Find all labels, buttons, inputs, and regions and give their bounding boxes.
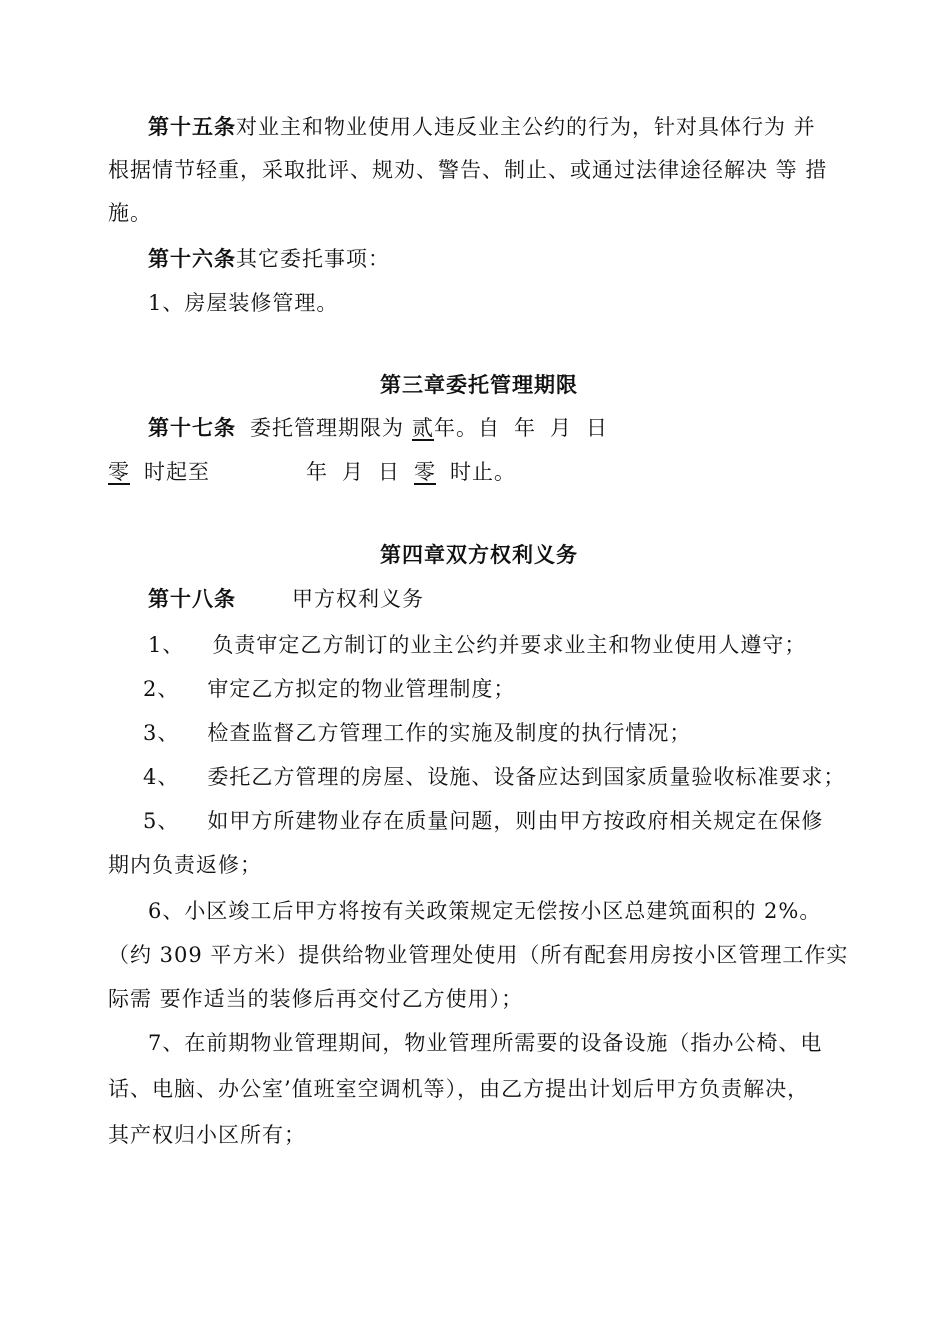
article-17-line-2	[108, 458, 516, 486]
item-number: 4、	[143, 765, 180, 789]
article-17-day-word-2: 日	[378, 460, 400, 484]
article-18-subtitle: 甲方权利义务	[292, 587, 424, 611]
article-15-title: 第十五条	[148, 114, 236, 139]
article-16-title: 第十六条	[148, 246, 236, 271]
item-number: 3、	[143, 721, 180, 745]
article-17-years-value: 贰	[412, 416, 434, 440]
article-18-item-5	[143, 807, 823, 835]
article-18-item-6-line-3: 际需 要作适当的装修后再交付乙方使用）；	[108, 987, 524, 1011]
item-text: 负责审定乙方制订的业主公约并要求业主和物业使用人遵守；	[212, 633, 807, 657]
article-18-line	[148, 585, 424, 613]
article-15-text-1: 对业主和物业使用人违反业主公约的行为，针对具体行为 并	[236, 115, 816, 139]
article-17-month-word: 月	[550, 416, 572, 440]
item-text: 如甲方所建物业存在质量问题，则由甲方按政府相关规定在保修	[207, 809, 824, 833]
chapter-4-heading: 第四章双方权利义务	[380, 542, 578, 567]
article-17-text-a: 委托管理期限为	[250, 416, 404, 440]
article-17-text-b: 年。自	[434, 416, 500, 440]
item-number: 5、	[143, 809, 180, 833]
article-15-line-3: 施。	[108, 201, 152, 225]
article-15-line-1	[148, 113, 816, 141]
article-17-day-word: 日	[586, 416, 608, 440]
article-18-item-1	[148, 631, 806, 659]
chapter-3-heading: 第三章委托管理期限	[380, 372, 578, 397]
article-18-item-7-line-2: 话、电脑、办公室’值班室空调机等），由乙方提出计划后甲方负责解决，	[108, 1077, 810, 1101]
article-17-year-word-2: 年	[306, 460, 328, 484]
article-17-year-word: 年	[514, 416, 536, 440]
article-17-title: 第十七条	[148, 415, 236, 440]
article-15-line-2: 根据情节轻重，采取批评、规劝、警告、制止、或通过法律途径解决 等 措	[108, 158, 828, 182]
article-18-item-6-line-2: （约 309 平方米）提供给物业管理处使用（所有配套用房按小区管理工作实	[108, 943, 849, 967]
article-17-zero-1: 零	[108, 460, 130, 484]
item-text: 委托乙方管理的房屋、设施、设备应达到国家质量验收标准要求；	[207, 765, 846, 789]
article-18-item-2	[143, 675, 515, 703]
item-text: 检查监督乙方管理工作的实施及制度的执行情况；	[207, 721, 692, 745]
article-16-text: 其它委托事项：	[236, 247, 390, 271]
article-17-month-word-2: 月	[342, 460, 364, 484]
article-17-zero-2: 零	[414, 460, 436, 484]
article-18-item-3	[143, 719, 691, 747]
item-number: 2、	[143, 677, 180, 701]
item-text: 审定乙方拟定的物业管理制度；	[207, 677, 516, 701]
article-17-line-1	[148, 414, 608, 442]
article-17-text-d: 时止。	[450, 460, 516, 484]
item-number: 1、	[148, 633, 185, 657]
article-18-item-5-cont: 期内负责返修；	[108, 853, 262, 877]
article-18-item-7-line-1: 7、在前期物业管理期间，物业管理所需要的设备设施（指办公椅、电	[148, 1031, 823, 1055]
article-17-text-c: 时起至	[144, 460, 210, 484]
article-18-item-6-line-1: 6、小区竣工后甲方将按有关政策规定无偿按小区总建筑面积的 2%。	[148, 899, 822, 923]
article-18-item-4	[143, 763, 845, 791]
article-18-title: 第十八条	[148, 586, 236, 611]
article-16-item-1: 1、房屋装修管理。	[148, 291, 339, 315]
article-16-line	[148, 245, 390, 273]
article-18-item-7-line-3: 其产权归小区所有；	[108, 1123, 306, 1147]
